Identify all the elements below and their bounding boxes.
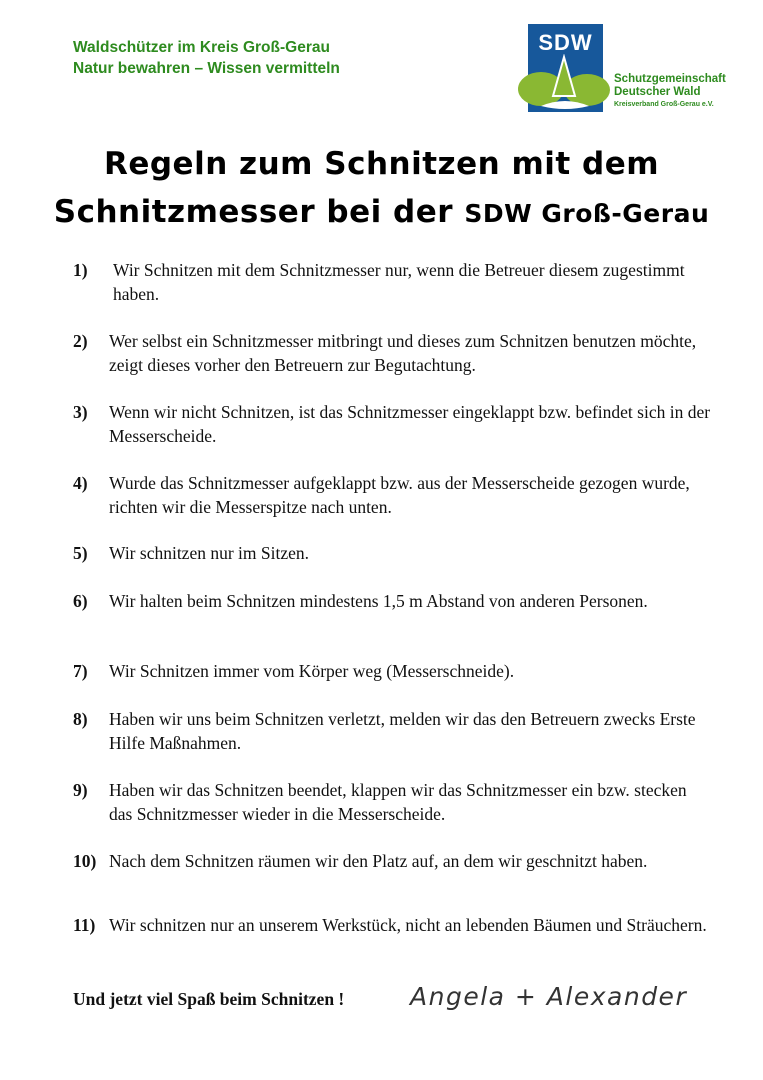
sdw-logo [517, 24, 742, 116]
closing-line: Und jetzt viel Spaß beim Schnitzen ! [73, 989, 345, 1009]
rule-number: 1) [73, 260, 88, 280]
rule-text: Wenn wir nicht Schnitzen, ist das Schnitzmesser eingeklappt bzw. befindet sich in der Messerscheide. [109, 402, 711, 446]
logo-name [614, 73, 726, 99]
title-line-1: Regeln zum Schnitzen mit dem [103, 146, 660, 182]
rule-number: 11) [73, 915, 96, 935]
rule-item [73, 913, 713, 937]
rule-text: Wir schnitzen nur im Sitzen. [109, 543, 310, 563]
tagline-line-2: Natur bewahren – Wissen vermitteln [73, 60, 340, 77]
rule-item [73, 329, 713, 377]
logo-branch: Kreisverband Groß-Gerau e.V. [614, 101, 714, 108]
rule-number: 6) [73, 591, 88, 611]
rule-number: 8) [73, 709, 88, 729]
rule-item [73, 471, 713, 519]
tagline-line-1: Waldschützer im Kreis Groß-Gerau [73, 39, 330, 56]
rule-item [73, 659, 713, 683]
rule-text: Haben wir uns beim Schnitzen verletzt, melden wir das den Betreuern zwecks Erste Hilfe Maßnahmen. [109, 709, 696, 753]
rule-item [73, 589, 713, 613]
rule-text: Wir Schnitzen immer vom Körper weg (Messerschneide). [109, 661, 515, 681]
rule-text: Wurde das Schnitzmesser aufgeklappt bzw. aus der Messerscheide gezogen wurde, richten wir die Messerspitze nach unten. [109, 473, 690, 517]
rule-number: 10) [73, 851, 97, 871]
title-line-2-org: SDW Groß-Gerau [464, 199, 710, 228]
rule-text: Wir halten beim Schnitzen mindestens 1,5 m Abstand von anderen Personen. [109, 591, 648, 611]
rule-number: 2) [73, 331, 88, 351]
logo-name-line-1: Schutzgemeinschaft [614, 73, 726, 85]
signature: Angela + Alexander [410, 982, 688, 1011]
logo-abbreviation: SDW [538, 30, 593, 55]
rule-item [73, 778, 713, 826]
rule-text: Wer selbst ein Schnitzmesser mitbringt und dieses zum Schnitzen benutzen möchte, zeigt dieses vorher den Betreuern zur Begutachtung. [109, 331, 697, 375]
rule-number: 7) [73, 661, 88, 681]
rule-text: Wir Schnitzen mit dem Schnitzmesser nur, wenn die Betreuer diesem zugestimmt haben. [113, 260, 685, 304]
rule-number: 4) [73, 473, 88, 493]
rule-item [73, 707, 713, 755]
rule-number: 5) [73, 543, 88, 563]
org-tagline [73, 37, 340, 79]
rule-item [73, 849, 713, 873]
rule-item [73, 541, 713, 565]
title-line-2-main: Schnitzmesser bei der [53, 194, 454, 230]
rule-item [73, 400, 713, 448]
logo-name-line-2: Deutscher Wald [614, 86, 701, 98]
rule-text: Wir schnitzen nur an unserem Werkstück, nicht an lebenden Bäumen und Sträuchern. [109, 915, 707, 935]
rule-number: 3) [73, 402, 88, 422]
rule-item [73, 258, 713, 306]
page-title [0, 140, 763, 238]
title-line-2 [0, 188, 763, 238]
rule-number: 9) [73, 780, 88, 800]
tree-icon [517, 54, 613, 114]
rule-text: Haben wir das Schnitzen beendet, klappen wir das Schnitzmesser ein bzw. stecken das Schnitzmesser wieder in die Messerscheide. [109, 780, 687, 824]
rule-text: Nach dem Schnitzen räumen wir den Platz auf, an dem wir geschnitzt haben. [109, 851, 648, 871]
